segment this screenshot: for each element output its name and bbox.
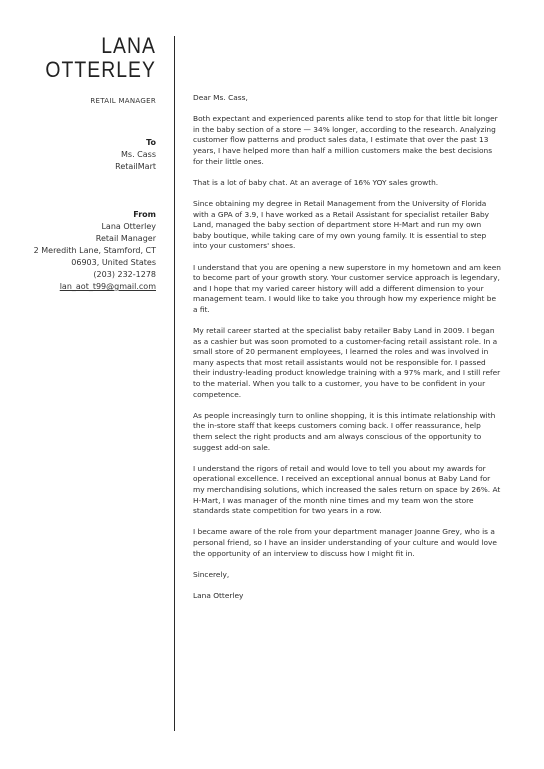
recipient-block (16, 137, 156, 173)
salutation: Dear Ms. Cass, (193, 93, 248, 102)
paragraph: My retail career started at the specialist baby retailer Baby Land in 2009. I began as a cashier but was soon promoted to a customer-facing retail assistant role. In a small store of 20 permanent employees, I learned the roles and was involved in many aspects that most retail assistants would not be responsible for. I passed their industry-leading product knowledge training with a 97% mark, and I still refer to the material. When you talk to a customer, you have to be confident in your competence. (193, 326, 501, 399)
vertical-divider (174, 36, 175, 731)
paragraph: That is a lot of baby chat. At an average of 16% YOY sales growth. (193, 177, 439, 187)
contact-column (20, 0, 156, 769)
sender-email-link[interactable]: lan_aot_t99@gmail.com (59, 282, 156, 291)
recipient-heading: To (146, 138, 156, 147)
sender-phone: (203) 232-1278 (93, 270, 156, 279)
sender-address-line2: 06903, United States (71, 258, 156, 267)
sender-last-name: OTTERLEY (45, 57, 157, 82)
sender-name: Lana Otterley (101, 222, 156, 231)
sender-first-name: LANA (101, 33, 156, 58)
paragraph: I understand that you are opening a new superstore in my hometown and am keen to become part of your growth story. Your customer service approach is legendary, and I hope that my varied career history will add a different dimension to your management team. I would like to take you through how my experience might be a fit. (193, 262, 501, 314)
paragraph: I understand the rigors of retail and would love to tell you about my awards for operational excellence. I received an exceptional annual bonus at Baby Land for my merchandising solutions, which increased the sales return on space by 26%. At H-Mart, I was manager of the month nine times and my team won the store standards state competition for two years in a row. (193, 463, 501, 516)
paragraph: As people increasingly turn to online shopping, it is this intimate relationship with the in-store staff that keeps customers coming back. I offer reassurance, help them select the right products and am always conscious of the opportunity to suggest add-on sale. (193, 410, 496, 452)
sender-job-title: RETAIL MANAGER (90, 97, 156, 105)
paragraph: Since obtaining my degree in Retail Management from the University of Florida with a GPA of 3.9, I have worked as a Retail Assistant for specialist retailer Baby Land, managed the baby section of department store H-Mart and run my own baby boutique, while taking care of my own young family. It is essential to step into your customers' shoes. (193, 198, 490, 251)
recipient-company: RetailMart (115, 162, 156, 171)
sender-contact-block (6, 209, 156, 293)
sender-address-line1: 2 Meredith Lane, Stamford, CT (33, 246, 156, 255)
paragraph: Both expectant and experienced parents alike tend to stop for that little bit longer in the baby section of a store — 34% longer, according to the research. Analyzing customer flow patterns and product sales data, I estimate that over the past 13 years, I have helped more than half a million customers make the best decisions for their little ones. (193, 114, 498, 166)
letter-body (193, 93, 501, 602)
sender-role: Retail Manager (95, 234, 156, 243)
sender-heading: From (133, 210, 156, 219)
paragraph: I became aware of the role from your department manager Joanne Grey, who is a personal friend, so I have an insider understanding of your culture and would love the opportunity of an interview to discuss how I might fit in. (193, 527, 497, 558)
recipient-name: Ms. Cass (121, 150, 156, 159)
signature: Lana Otterley (193, 590, 244, 600)
closing: Sincerely, (193, 569, 230, 579)
